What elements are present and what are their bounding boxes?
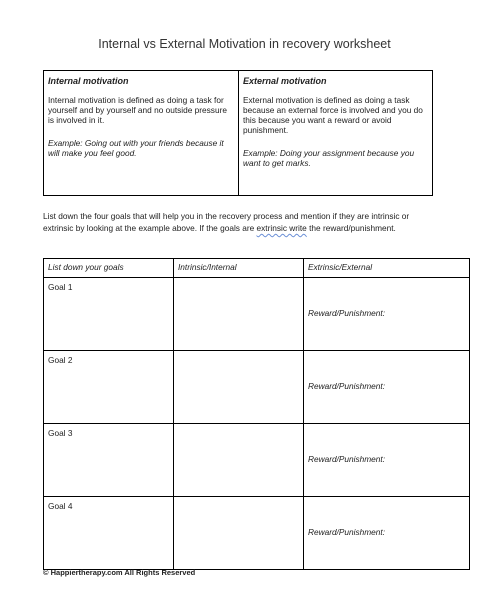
goals-table (43, 258, 470, 570)
table-row (44, 424, 470, 497)
table-row (44, 351, 470, 424)
table-row (44, 278, 470, 351)
instructions-part-2: the reward/punishment. (306, 223, 396, 233)
extrinsic-cell[interactable] (304, 497, 470, 570)
header-extrinsic: Extrinsic/External (304, 259, 470, 278)
goal-label: Goal 1 (48, 282, 73, 292)
intrinsic-cell[interactable] (174, 497, 304, 570)
goal-label: Goal 3 (48, 428, 73, 438)
goal-cell[interactable] (44, 424, 174, 497)
external-motivation-panel (239, 71, 432, 195)
reward-punishment-label: Reward/Punishment: (308, 308, 386, 318)
reward-punishment-label: Reward/Punishment: (308, 527, 386, 537)
intrinsic-cell[interactable] (174, 278, 304, 351)
page-title: Internal vs External Motivation in recovery worksheet (98, 37, 391, 51)
goal-label: Goal 2 (48, 355, 73, 365)
spellcheck-underlined-text: extrinsic write (256, 223, 307, 233)
intrinsic-cell[interactable] (174, 351, 304, 424)
reward-punishment-label: Reward/Punishment: (308, 454, 386, 464)
external-motivation-example: Example: Doing your assignment because you want to get marks. (243, 148, 415, 168)
internal-motivation-definition: Internal motivation is defined as doing a task for yourself and by yourself and no outside pressure is involved in it. (48, 95, 227, 125)
goal-cell[interactable] (44, 497, 174, 570)
reward-punishment-label: Reward/Punishment: (308, 381, 386, 391)
external-motivation-heading: External motivation (243, 76, 327, 86)
external-motivation-definition: External motivation is defined as doing a task because an external force is involved and you do this because you want a reward or avoid punishment. (243, 95, 423, 135)
extrinsic-cell[interactable] (304, 424, 470, 497)
instructions-text (43, 210, 435, 234)
intrinsic-cell[interactable] (174, 424, 304, 497)
extrinsic-cell[interactable] (304, 351, 470, 424)
internal-motivation-panel (44, 71, 239, 195)
goal-cell[interactable] (44, 278, 174, 351)
internal-motivation-heading: Internal motivation (48, 76, 129, 86)
internal-motivation-example: Example: Going out with your friends because it will make you feel good. (48, 138, 224, 158)
header-goals: List down your goals (44, 259, 174, 278)
copyright-footer: © Happiertherapy.com All Rights Reserved (43, 568, 196, 577)
goal-label: Goal 4 (48, 501, 73, 511)
instructions-part-1: List down the four goals that will help you in the recovery process and mention if they are intrinsic or extrinsic by looking at the example above. If the goals are (43, 211, 410, 233)
table-row (44, 497, 470, 570)
definitions-box (43, 70, 433, 196)
table-header-row (44, 259, 470, 278)
header-intrinsic: Intrinsic/Internal (174, 259, 304, 278)
extrinsic-cell[interactable] (304, 278, 470, 351)
goal-cell[interactable] (44, 351, 174, 424)
